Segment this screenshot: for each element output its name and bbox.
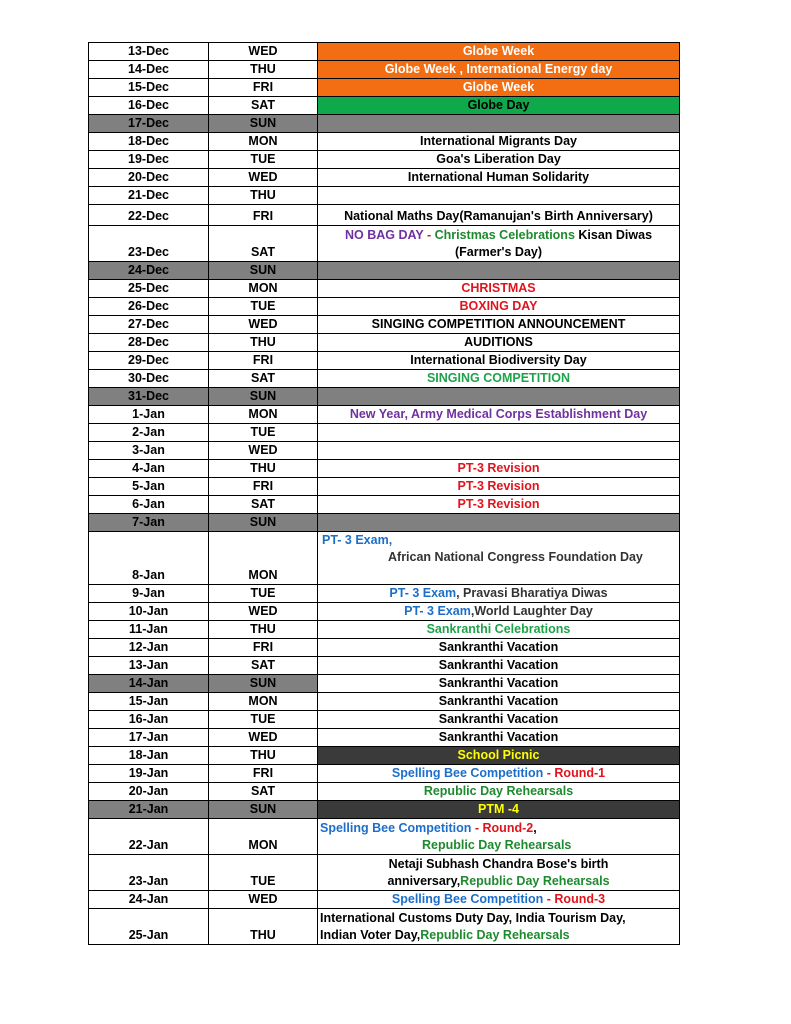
date-cell: 5-Jan (89, 478, 209, 496)
table-row (89, 226, 680, 262)
day-cell: TUE (209, 855, 318, 891)
table-row (89, 639, 680, 657)
event-text: - (423, 228, 435, 242)
day-cell: THU (209, 621, 318, 639)
day-cell: TUE (209, 711, 318, 729)
event-cell (318, 424, 680, 442)
event-text: - (543, 892, 555, 906)
date-cell: 17-Dec (89, 115, 209, 133)
day-cell: WED (209, 442, 318, 460)
date-cell: 16-Jan (89, 711, 209, 729)
day-cell: MON (209, 133, 318, 151)
table-row (89, 855, 680, 891)
event-cell: Sankranthi Vacation (318, 657, 680, 675)
date-cell: 21-Jan (89, 801, 209, 819)
table-row (89, 496, 680, 514)
date-cell: 15-Dec (89, 79, 209, 97)
day-cell: SUN (209, 388, 318, 406)
event-text: NO BAG DAY (344, 228, 424, 242)
event-cell: Sankranthi Vacation (318, 693, 680, 711)
date-cell: 7-Jan (89, 514, 209, 532)
table-row (89, 765, 680, 783)
table-row (89, 169, 680, 187)
day-cell: FRI (209, 765, 318, 783)
day-cell: FRI (209, 352, 318, 370)
table-row (89, 406, 680, 424)
event-cell (318, 603, 680, 621)
event-cell: Sankranthi Vacation (318, 729, 680, 747)
date-cell: 27-Dec (89, 316, 209, 334)
event-cell: SINGING COMPETITION ANNOUNCEMENT (318, 316, 680, 334)
table-row (89, 79, 680, 97)
table-row (89, 442, 680, 460)
event-cell (318, 532, 680, 585)
day-cell: THU (209, 61, 318, 79)
day-cell: WED (209, 891, 318, 909)
table-row (89, 621, 680, 639)
event-cell: PT-3 Revision (318, 460, 680, 478)
day-cell: FRI (209, 639, 318, 657)
table-row (89, 585, 680, 603)
table-row (89, 532, 680, 585)
day-cell: SAT (209, 97, 318, 115)
date-cell: 16-Dec (89, 97, 209, 115)
day-cell: TUE (209, 585, 318, 603)
date-cell: 8-Jan (89, 532, 209, 585)
date-cell: 12-Jan (89, 639, 209, 657)
day-cell: MON (209, 406, 318, 424)
day-cell: THU (209, 460, 318, 478)
table-row (89, 262, 680, 280)
date-cell: 24-Jan (89, 891, 209, 909)
day-cell: THU (209, 747, 318, 765)
event-cell: Sankranthi Vacation (318, 675, 680, 693)
table-row (89, 115, 680, 133)
event-cell: Globe Week (318, 43, 680, 61)
day-cell: SAT (209, 226, 318, 262)
event-cell (318, 226, 680, 262)
table-row (89, 711, 680, 729)
table-row (89, 909, 680, 945)
day-cell: WED (209, 169, 318, 187)
day-cell: SAT (209, 370, 318, 388)
table-row (89, 801, 680, 819)
day-cell: SUN (209, 115, 318, 133)
event-cell: Republic Day Rehearsals (318, 783, 680, 801)
day-cell: MON (209, 532, 318, 585)
table-row (89, 280, 680, 298)
date-cell: 9-Jan (89, 585, 209, 603)
event-cell: PT-3 Revision (318, 478, 680, 496)
day-cell: WED (209, 603, 318, 621)
event-cell (318, 442, 680, 460)
day-cell: THU (209, 909, 318, 945)
event-cell (318, 909, 680, 945)
table-row (89, 478, 680, 496)
event-text: Netaji Subhash Chandra Bose's birth (388, 857, 609, 871)
event-text: PT- 3 Exam, (322, 533, 393, 547)
day-cell: TUE (209, 151, 318, 169)
table-row (89, 819, 680, 855)
table-row (89, 729, 680, 747)
event-cell: Sankranthi Vacation (318, 711, 680, 729)
table-row (89, 693, 680, 711)
table-row (89, 783, 680, 801)
event-cell (318, 891, 680, 909)
event-cell: PTM -4 (318, 801, 680, 819)
date-cell: 29-Dec (89, 352, 209, 370)
event-text: , Pravasi Bharatiya Diwas (456, 586, 608, 600)
event-text: PT- 3 Exam (389, 586, 457, 600)
event-cell (318, 115, 680, 133)
event-text: Christmas Celebrations (434, 228, 575, 242)
event-cell: Goa's Liberation Day (318, 151, 680, 169)
date-cell: 10-Jan (89, 603, 209, 621)
date-cell: 13-Dec (89, 43, 209, 61)
event-text: ,World Laughter Day (470, 604, 593, 618)
event-cell (318, 765, 680, 783)
day-cell: WED (209, 729, 318, 747)
table-row (89, 334, 680, 352)
event-cell: International Biodiversity Day (318, 352, 680, 370)
table-row (89, 97, 680, 115)
event-cell: Sankranthi Celebrations (318, 621, 680, 639)
day-cell: MON (209, 280, 318, 298)
date-cell: 25-Dec (89, 280, 209, 298)
day-cell: WED (209, 43, 318, 61)
table-row (89, 316, 680, 334)
event-cell: Globe Day (318, 97, 680, 115)
event-cell (318, 262, 680, 280)
event-text: International Customs Duty Day, India Tourism Day, (320, 911, 626, 925)
day-cell: SUN (209, 514, 318, 532)
event-text: Spelling Bee Competition (391, 892, 544, 906)
date-cell: 17-Jan (89, 729, 209, 747)
day-cell: FRI (209, 79, 318, 97)
date-cell: 21-Dec (89, 187, 209, 205)
table-row (89, 675, 680, 693)
table-row (89, 657, 680, 675)
event-cell: School Picnic (318, 747, 680, 765)
event-text: Round-1 (554, 766, 606, 780)
event-text: - (471, 821, 483, 835)
event-text: Round-3 (554, 892, 606, 906)
table-row (89, 187, 680, 205)
event-text: Indian Voter Day, (320, 928, 421, 942)
event-cell: New Year, Army Medical Corps Establishment Day (318, 406, 680, 424)
event-text: Republic Day Rehearsals (420, 928, 570, 942)
day-cell: SAT (209, 657, 318, 675)
day-cell: MON (209, 693, 318, 711)
date-cell: 20-Jan (89, 783, 209, 801)
event-text: Republic Day Rehearsals (460, 874, 610, 888)
day-cell: FRI (209, 205, 318, 226)
date-cell: 25-Jan (89, 909, 209, 945)
event-cell: PT-3 Revision (318, 496, 680, 514)
day-cell: SUN (209, 262, 318, 280)
event-text: Republic Day Rehearsals (422, 838, 572, 852)
event-text: Round-2 (482, 821, 534, 835)
event-cell: CHRISTMAS (318, 280, 680, 298)
event-text: African National Congress Foundation Day (388, 550, 643, 564)
event-cell (318, 187, 680, 205)
event-text: Kisan Diwas (574, 228, 653, 242)
date-cell: 1-Jan (89, 406, 209, 424)
date-cell: 4-Jan (89, 460, 209, 478)
day-cell: THU (209, 334, 318, 352)
event-text: (Farmer's Day) (454, 245, 543, 259)
day-cell: FRI (209, 478, 318, 496)
day-cell: TUE (209, 298, 318, 316)
table-row (89, 424, 680, 442)
table-row (89, 747, 680, 765)
event-text: Spelling Bee Competition (391, 766, 544, 780)
event-cell: Globe Week , International Energy day (318, 61, 680, 79)
event-cell: National Maths Day(Ramanujan's Birth Anniversary) (318, 205, 680, 226)
date-cell: 19-Dec (89, 151, 209, 169)
event-cell (318, 585, 680, 603)
table-row (89, 151, 680, 169)
event-cell (318, 855, 680, 891)
table-row (89, 460, 680, 478)
table-row (89, 603, 680, 621)
date-cell: 19-Jan (89, 765, 209, 783)
date-cell: 11-Jan (89, 621, 209, 639)
event-cell: AUDITIONS (318, 334, 680, 352)
date-cell: 22-Dec (89, 205, 209, 226)
table-row (89, 891, 680, 909)
date-cell: 15-Jan (89, 693, 209, 711)
date-cell: 18-Jan (89, 747, 209, 765)
event-text: anniversary, (387, 874, 461, 888)
event-cell (318, 819, 680, 855)
table-row (89, 43, 680, 61)
date-cell: 22-Jan (89, 819, 209, 855)
table-row (89, 133, 680, 151)
day-cell: TUE (209, 424, 318, 442)
date-cell: 18-Dec (89, 133, 209, 151)
event-cell: SINGING COMPETITION (318, 370, 680, 388)
date-cell: 14-Dec (89, 61, 209, 79)
table-row (89, 61, 680, 79)
date-cell: 26-Dec (89, 298, 209, 316)
day-cell: THU (209, 187, 318, 205)
event-cell: Globe Week (318, 79, 680, 97)
event-cell (318, 388, 680, 406)
event-text: PT- 3 Exam (404, 604, 471, 618)
table-row (89, 205, 680, 226)
event-cell: BOXING DAY (318, 298, 680, 316)
day-cell: SUN (209, 675, 318, 693)
date-cell: 20-Dec (89, 169, 209, 187)
date-cell: 24-Dec (89, 262, 209, 280)
day-cell: WED (209, 316, 318, 334)
date-cell: 13-Jan (89, 657, 209, 675)
table-row (89, 388, 680, 406)
date-cell: 3-Jan (89, 442, 209, 460)
table-row (89, 298, 680, 316)
date-cell: 23-Dec (89, 226, 209, 262)
table-row (89, 352, 680, 370)
day-cell: SAT (209, 496, 318, 514)
calendar-table (88, 42, 680, 945)
event-cell: International Human Solidarity (318, 169, 680, 187)
event-text: - (543, 766, 555, 780)
date-cell: 28-Dec (89, 334, 209, 352)
day-cell: SAT (209, 783, 318, 801)
event-cell (318, 514, 680, 532)
table-row (89, 370, 680, 388)
date-cell: 6-Jan (89, 496, 209, 514)
date-cell: 23-Jan (89, 855, 209, 891)
event-text: Spelling Bee Competition (320, 821, 472, 835)
date-cell: 31-Dec (89, 388, 209, 406)
event-text: , (533, 821, 537, 835)
date-cell: 2-Jan (89, 424, 209, 442)
event-cell: Sankranthi Vacation (318, 639, 680, 657)
date-cell: 30-Dec (89, 370, 209, 388)
date-cell: 14-Jan (89, 675, 209, 693)
table-row (89, 514, 680, 532)
day-cell: SUN (209, 801, 318, 819)
event-cell: International Migrants Day (318, 133, 680, 151)
day-cell: MON (209, 819, 318, 855)
